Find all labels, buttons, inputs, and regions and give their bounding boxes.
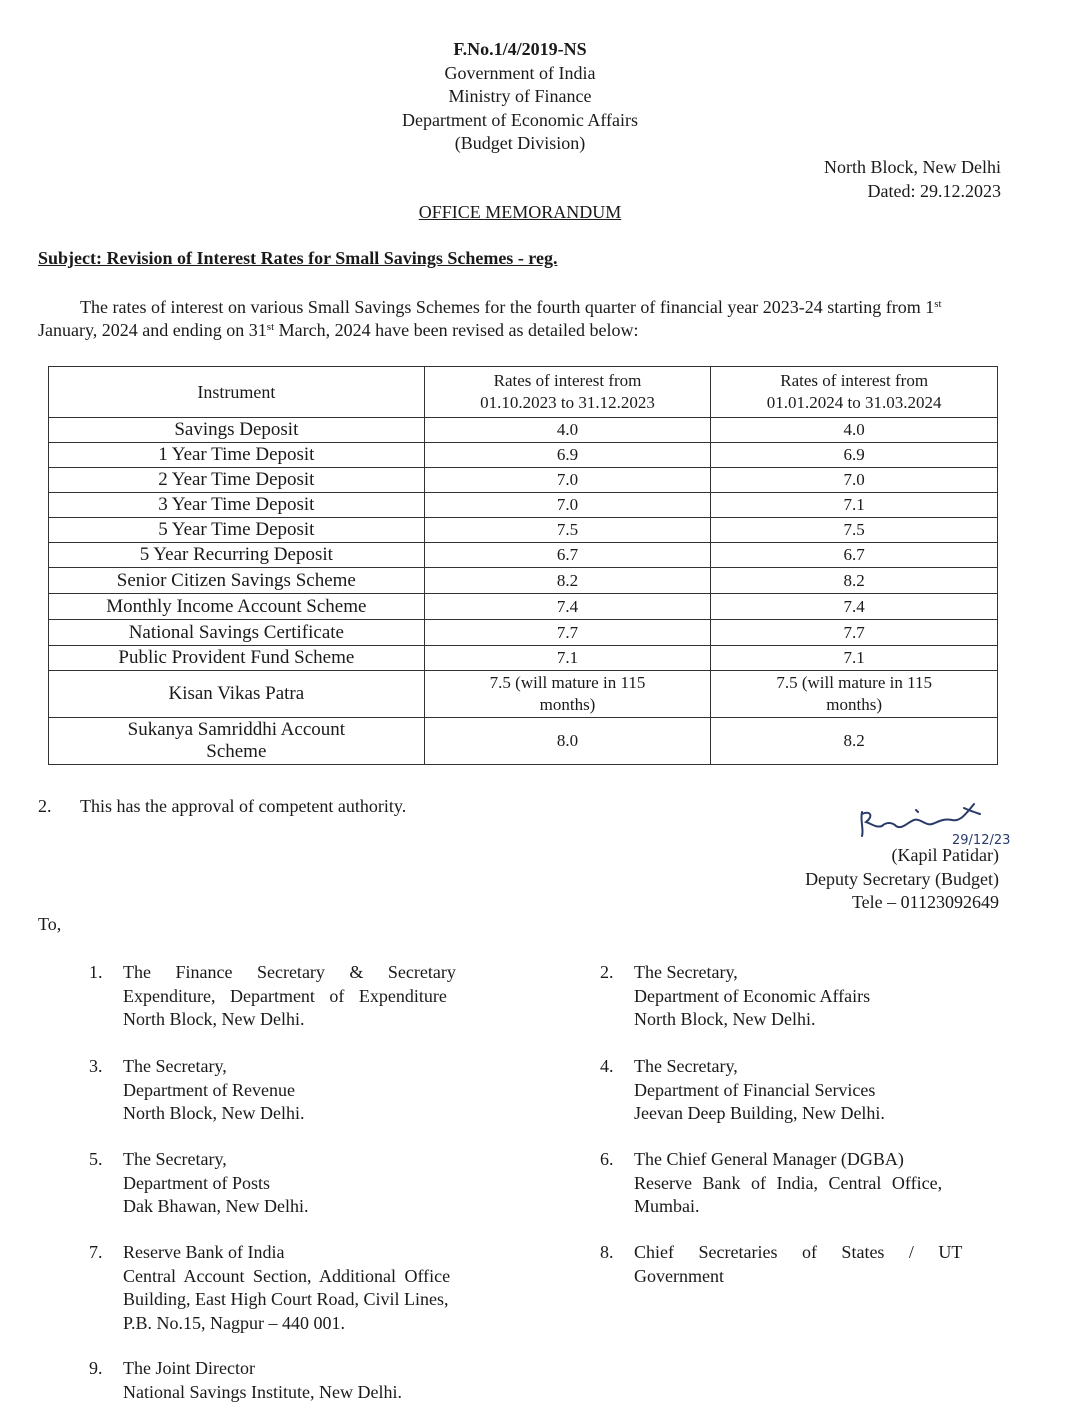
location: North Block, New Delhi [824, 157, 1001, 177]
header-new-rate: Rates of interest from 01.01.2024 to 31.03.2024 [711, 367, 998, 418]
signatory-name: (Kapil Patidar) [891, 845, 999, 865]
table-row: 5 Year Recurring Deposit 6.7 6.7 [49, 543, 998, 568]
dated: Dated: 29.12.2023 [867, 181, 1001, 201]
addressee-6: 6. The Chief General Manager (DGBA) Reserve Bank of India, Central Office, Mumbai. [600, 1149, 943, 1216]
signature-date: 29/12/23 [952, 833, 1011, 848]
addressee-8: 8. Chief Secretaries of States / UT Government [600, 1242, 963, 1286]
signatory-block [805, 844, 999, 915]
header-instrument: Instrument [49, 367, 425, 418]
ministry-line: Ministry of Finance [448, 86, 592, 106]
intro-paragraph: The rates of interest on various Small Savings Schemes for the fourth quarter of financial year 2023-24 starting from 1st January, 2024 and ending on 31st March, 2024 have been revised as detailed below: [38, 297, 942, 340]
department-line: Department of Economic Affairs [401, 109, 639, 130]
table-header-row [49, 367, 998, 418]
table-row: Kisan Vikas Patra 7.5 (will mature in 115 months) 7.5 (will mature in 115 months) [49, 671, 998, 718]
addressee-2: 2. The Secretary, Department of Economic Affairs North Block, New Delhi. [600, 962, 871, 1029]
file-number: F.No.1/4/2019-NS [453, 39, 587, 59]
table-row: 2 Year Time Deposit 7.0 7.0 [49, 468, 998, 493]
table-row: Sukanya Samriddhi Account Scheme 8.0 8.2 [49, 718, 998, 765]
header-old-rate: Rates of interest from 01.10.2023 to 31.12.2023 [424, 367, 711, 418]
signatory-designation: Deputy Secretary (Budget) [805, 868, 999, 889]
government-line: Government of India [444, 62, 596, 83]
interest-rate-table [48, 366, 998, 765]
division-line: (Budget Division) [454, 133, 586, 153]
table-row: 5 Year Time Deposit 7.5 7.5 [49, 518, 998, 543]
table-row: Public Provident Fund Scheme 7.1 7.1 [49, 646, 998, 671]
table-row: Monthly Income Account Scheme 7.4 7.4 [49, 594, 998, 620]
signatory-tele: Tele – 01123092649 [851, 892, 999, 912]
to-label: To, [38, 914, 62, 934]
addressee-3: 3. The Secretary, Department of Revenue North Block, New Delhi. [89, 1056, 305, 1123]
subject-line: Subject: Revision of Interest Rates for Small Savings Schemes - reg. [38, 248, 558, 268]
table-row: 3 Year Time Deposit 7.0 7.1 [49, 493, 998, 518]
document-header [300, 38, 740, 156]
addressee-9: 9. The Joint Director National Savings Institute, New Delhi. [89, 1358, 402, 1402]
addressee-1: 1. The Finance Secretary & Secretary Expenditure, Department of Expenditure North Block, New Delhi. [89, 962, 456, 1029]
addressee-4: 4. The Secretary, Department of Financial Services Jeevan Deep Building, New Delhi. [600, 1056, 885, 1123]
table-row: Savings Deposit 4.0 4.0 [49, 418, 998, 443]
place-date-block [824, 155, 1001, 203]
table-row: 1 Year Time Deposit 6.9 6.9 [49, 443, 998, 468]
memo-title: OFFICE MEMORANDUM [418, 202, 622, 222]
addressee-7: 7. Reserve Bank of India Central Account Section, Additional Office Building, East High Court Road, Civil Lines, P.B. No.15, Nagpur – 440 001. [89, 1242, 451, 1333]
table-row: National Savings Certificate 7.7 7.7 [49, 620, 998, 646]
table-row: Senior Citizen Savings Scheme 8.2 8.2 [49, 568, 998, 594]
addressee-5: 5. The Secretary, Department of Posts Dak Bhawan, New Delhi. [89, 1149, 309, 1216]
approval-paragraph: 2. This has the approval of competent authority. [38, 796, 407, 816]
